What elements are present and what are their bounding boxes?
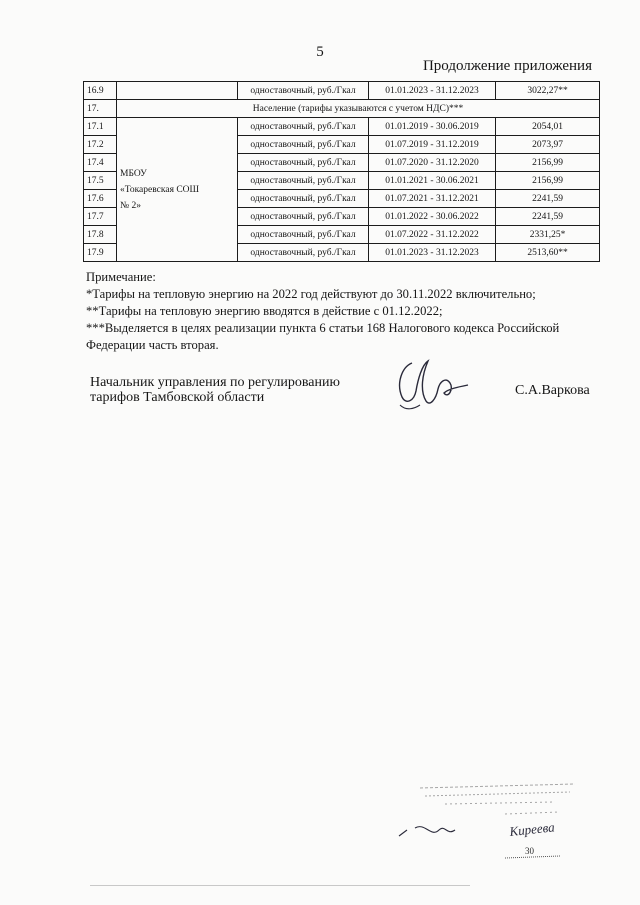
continuation-title: Продолжение приложения [422,58,592,74]
row-number: 17. [84,100,117,118]
tariff-value: 2331,25* [496,226,600,244]
tariff-value: 2156,99 [496,154,600,172]
row-number: 17.7 [84,208,117,226]
certification-stamp [385,778,585,868]
tariff-value: 2241,59 [496,208,600,226]
organization-name-line: «Токаревская СОШ [120,184,200,195]
note-line: **Тарифы на тепловую энергию вводятся в действие с 01.12.2022; [86,304,443,318]
table-row [84,82,600,100]
tariff-value: 2241,59 [496,190,600,208]
signer-name: С.А.Варкова [515,383,590,398]
page-number: 5 [316,44,324,60]
organization-name-line: МБОУ [120,168,147,179]
tariff-value: 2054,01 [496,118,600,136]
tariff-type: одноставочный, руб./Гкал [238,208,369,226]
organization-name-line: № 2» [120,200,141,211]
validity-period: 01.07.2022 - 31.12.2022 [369,226,496,244]
tariff-type: одноставочный, руб./Гкал [238,118,369,136]
tariff-type: одноставочный, руб./Гкал [238,136,369,154]
handwritten-signature [392,355,487,415]
row-number: 16.9 [84,82,117,100]
validity-period: 01.01.2022 - 30.06.2022 [369,208,496,226]
organization-cell [117,118,238,262]
row-number: 17.5 [84,172,117,190]
tariff-type: одноставочный, руб./Гкал [238,82,369,100]
row-number: 17.1 [84,118,117,136]
validity-period: 01.01.2021 - 30.06.2021 [369,172,496,190]
validity-period: 01.01.2023 - 31.12.2023 [369,82,496,100]
tariff-type: одноставочный, руб./Гкал [238,154,369,172]
tariff-table [83,81,600,262]
validity-period: 01.01.2019 - 30.06.2019 [369,118,496,136]
signatory-title-line: Начальник управления по регулированию [90,375,340,390]
notes-heading: Примечание: [86,270,156,284]
note-line: *Тарифы на тепловую энергию на 2022 год действуют до 30.11.2022 включительно; [86,287,536,301]
stamp-number: 30 [525,846,534,856]
signatory-title-line: тарифов Тамбовской области [90,390,265,405]
section-heading: Население (тарифы указываются с учетом НДС)*** [117,100,600,118]
row-number: 17.2 [84,136,117,154]
row-number: 17.6 [84,190,117,208]
notes [86,269,606,354]
tariff-value: 2513,60** [496,244,600,262]
tariff-value: 3022,27** [496,82,600,100]
row-number: 17.8 [84,226,117,244]
tariff-type: одноставочный, руб./Гкал [238,226,369,244]
row-number: 17.4 [84,154,117,172]
tariff-type: одноставочный, руб./Гкал [238,244,369,262]
tariff-type: одноставочный, руб./Гкал [238,172,369,190]
organization-cell [117,82,238,100]
table-row [84,118,600,136]
tariff-type: одноставочный, руб./Гкал [238,190,369,208]
note-line: Федерации часть вторая. [86,338,219,352]
signatory-title [90,375,340,405]
row-number: 17.9 [84,244,117,262]
validity-period: 01.07.2021 - 31.12.2021 [369,190,496,208]
scan-artifact-line [90,885,470,886]
tariff-value: 2156,99 [496,172,600,190]
table-row [84,100,600,118]
validity-period: 01.07.2019 - 31.12.2019 [369,136,496,154]
note-line: ***Выделяется в целях реализации пункта 6 статьи 168 Налогового кодекса Российской [86,321,560,335]
validity-period: 01.01.2023 - 31.12.2023 [369,244,496,262]
stamp-handwritten-name: Киреева [508,819,556,839]
validity-period: 01.07.2020 - 31.12.2020 [369,154,496,172]
tariff-value: 2073,97 [496,136,600,154]
